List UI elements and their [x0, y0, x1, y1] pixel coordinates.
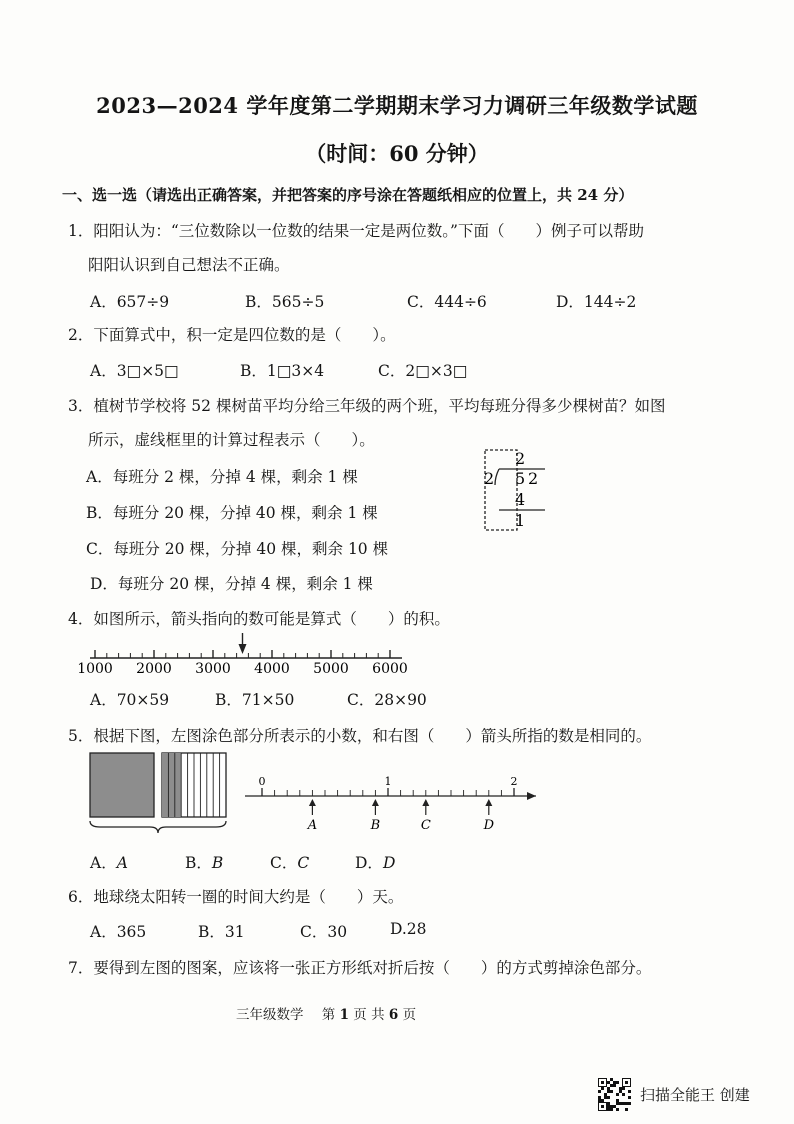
- qr-module: [613, 1081, 616, 1084]
- qr-module: [607, 1102, 610, 1105]
- qr-module: [598, 1099, 601, 1102]
- qr-module: [622, 1093, 625, 1096]
- option-label: B．: [185, 854, 212, 872]
- qr-finder-center: [601, 1081, 604, 1084]
- q3-option-b[interactable]: B．每班分 20 棵，分掉 40 棵，剩余 1 棵: [86, 504, 378, 522]
- q4-option-c[interactable]: C．28×90: [347, 691, 427, 709]
- footer-page-suffix: 页: [402, 1007, 417, 1023]
- qr-module: [628, 1096, 631, 1099]
- qr-module: [628, 1102, 631, 1105]
- q4-option-a[interactable]: A．70×59: [90, 691, 170, 709]
- remainder-digit: 1: [515, 511, 526, 530]
- q1-stem-line2: 阳阳认识到自己想法不正确。: [88, 256, 290, 274]
- whole-square-shaded: [90, 753, 154, 817]
- qr-module: [607, 1108, 610, 1111]
- qr-module: [607, 1081, 610, 1084]
- option-letter: C: [297, 854, 310, 872]
- qr-module: [607, 1090, 610, 1093]
- q5-option-a[interactable]: [90, 851, 128, 873]
- q3-stem-line1: 3．植树节学校将 52 棵树苗平均分给三年级的两个班，平均每班分得多少棵树苗？如图: [68, 397, 666, 415]
- qr-finder-center: [625, 1081, 628, 1084]
- pointer-arrow-icon: [372, 799, 379, 806]
- pointer-label: B: [370, 818, 381, 833]
- division-bracket: [495, 469, 499, 485]
- pointer-label: A: [307, 818, 318, 833]
- qr-module: [628, 1090, 631, 1093]
- footer-page-mid: 页 共: [353, 1007, 385, 1023]
- qr-module: [610, 1105, 613, 1108]
- tick-label: 2: [510, 775, 518, 788]
- q3-option-a[interactable]: A．每班分 2 棵，分掉 4 棵，剩余 1 棵: [86, 468, 358, 486]
- qr-module: [619, 1102, 622, 1105]
- long-division-figure: [475, 445, 555, 535]
- tick-label: 1: [384, 775, 392, 788]
- qr-module: [598, 1096, 601, 1099]
- q4-stem: 4．如图所示，箭头指向的数可能是算式（ ）的积。: [68, 610, 450, 628]
- q6-option-b[interactable]: B．31: [198, 923, 245, 941]
- tick-label: 5000: [313, 661, 349, 677]
- pointer-arrow-icon: [309, 799, 316, 806]
- qr-module: [610, 1078, 613, 1081]
- qr-module: [616, 1081, 619, 1084]
- qr-module: [619, 1090, 622, 1093]
- q6-stem: 6．地球绕太阳转一圈的时间大约是（ ）天。: [68, 888, 404, 906]
- qr-module: [619, 1087, 622, 1090]
- pointer-arrow-icon: [422, 799, 429, 806]
- axis-arrow-icon: [527, 792, 536, 800]
- tick-label: 2000: [136, 661, 172, 677]
- qr-module: [607, 1087, 610, 1090]
- q6-option-c[interactable]: C．30: [300, 923, 348, 941]
- pointer-label: D: [483, 818, 495, 833]
- shaded-tenth: [168, 753, 174, 817]
- qr-module: [610, 1108, 613, 1111]
- dividend-tens-digit: 5: [515, 469, 526, 488]
- qr-module: [604, 1096, 607, 1099]
- option-letter: A: [116, 854, 128, 872]
- pointer-label: C: [420, 818, 431, 833]
- page-footer: [236, 1003, 416, 1023]
- footer-page-total: 6: [388, 1007, 399, 1023]
- q3-stem-line2: 所示，虚线框里的计算过程表示（ ）。: [88, 431, 375, 449]
- footer-page-number: 1: [339, 1007, 349, 1023]
- q2-option-c[interactable]: C．2□×3□: [378, 362, 468, 380]
- divisor-digit: 2: [484, 469, 495, 488]
- qr-module: [616, 1099, 619, 1102]
- footer-page-prefix: 第: [321, 1007, 336, 1023]
- q6-option-d[interactable]: D.28: [390, 920, 427, 938]
- q1-option-a[interactable]: A．657÷9: [90, 293, 170, 311]
- option-label: C．: [270, 854, 298, 872]
- q1-option-c[interactable]: C．444÷6: [407, 293, 487, 311]
- page-title: 2023—2024 学年度第二学期期末学习力调研三年级数学试题: [96, 93, 698, 118]
- decimal-model-figure: [85, 748, 235, 833]
- section-heading: 一、选一选（请选出正确答案，并把答案的序号涂在答题纸相应的位置上，共 24 分）: [62, 186, 634, 204]
- product-digit: 4: [515, 490, 526, 509]
- q2-option-a[interactable]: A．3□×5□: [90, 362, 179, 380]
- qr-module: [613, 1084, 616, 1087]
- qr-module: [616, 1108, 619, 1111]
- q5-option-c[interactable]: [270, 851, 309, 873]
- q2-option-b[interactable]: B．1□3×4: [240, 362, 325, 380]
- qr-finder-center: [601, 1105, 604, 1108]
- qr-module: [607, 1096, 610, 1099]
- q5-option-b[interactable]: [185, 851, 223, 873]
- q1-option-d[interactable]: D．144÷2: [556, 293, 637, 311]
- q7-stem: 7．要得到左图的图案，应该将一张正方形纸对折后按（ ）的方式剪掉涂色部分。: [68, 959, 652, 977]
- tick-label: 3000: [195, 661, 231, 677]
- dashed-frame: [485, 450, 517, 530]
- page-subtitle: （时间：60 分钟）: [305, 141, 489, 166]
- q2-stem: 2．下面算式中，积一定是四位数的是（ ）。: [68, 326, 396, 344]
- q5-option-d[interactable]: [355, 851, 395, 873]
- qr-module: [601, 1099, 604, 1102]
- qr-module: [622, 1102, 625, 1105]
- tick-label: 6000: [372, 661, 408, 677]
- option-label: A．: [90, 854, 117, 872]
- tick-label: 4000: [254, 661, 290, 677]
- scanner-watermark: 扫描全能王 创建: [640, 1086, 750, 1104]
- q3-option-d[interactable]: D．每班分 20 棵，分掉 4 棵，剩余 1 棵: [90, 575, 373, 593]
- qr-module: [598, 1090, 601, 1093]
- option-letter: D: [382, 854, 396, 872]
- q6-option-a[interactable]: A．365: [90, 923, 147, 941]
- shaded-tenth: [175, 753, 181, 817]
- dividend-ones-digit: 2: [528, 469, 539, 488]
- q5-number-line: [240, 770, 550, 833]
- qr-module: [616, 1093, 619, 1096]
- qr-module: [625, 1102, 628, 1105]
- qr-module: [604, 1093, 607, 1096]
- q5-stem: 5．根据下图，左图涂色部分所表示的小数，和右图（ ）箭头所指的数是相同的。: [68, 727, 652, 745]
- shaded-tenth: [162, 753, 168, 817]
- q3-option-c[interactable]: C．每班分 20 棵，分掉 40 棵，剩余 10 棵: [86, 540, 389, 558]
- q1-option-b[interactable]: B．565÷5: [245, 293, 325, 311]
- option-label: D．: [355, 854, 383, 872]
- quotient-digit: 2: [515, 449, 526, 468]
- grouping-brace: [90, 821, 226, 833]
- qr-module: [607, 1105, 610, 1108]
- qr-module: [610, 1090, 613, 1093]
- footer-subject: 三年级数学: [236, 1007, 304, 1023]
- arrow-head-icon: [239, 644, 247, 654]
- qr-module: [610, 1084, 613, 1087]
- qr-module: [622, 1087, 625, 1090]
- tick-label: 0: [258, 775, 266, 788]
- qr-code-icon: [597, 1077, 631, 1111]
- option-letter: B: [211, 854, 224, 872]
- q4-number-line: [77, 630, 415, 678]
- pointer-arrow-icon: [485, 799, 492, 806]
- qr-module: [613, 1105, 616, 1108]
- qr-module: [601, 1087, 604, 1090]
- qr-module: [616, 1102, 619, 1105]
- q4-option-b[interactable]: B．71×50: [215, 691, 295, 709]
- tick-label: 1000: [77, 661, 113, 677]
- qr-module: [625, 1108, 628, 1111]
- q1-stem-line1: 1．阳阳认为：“三位数除以一位数的结果一定是两位数。”下面（ ）例子可以帮助: [68, 222, 644, 240]
